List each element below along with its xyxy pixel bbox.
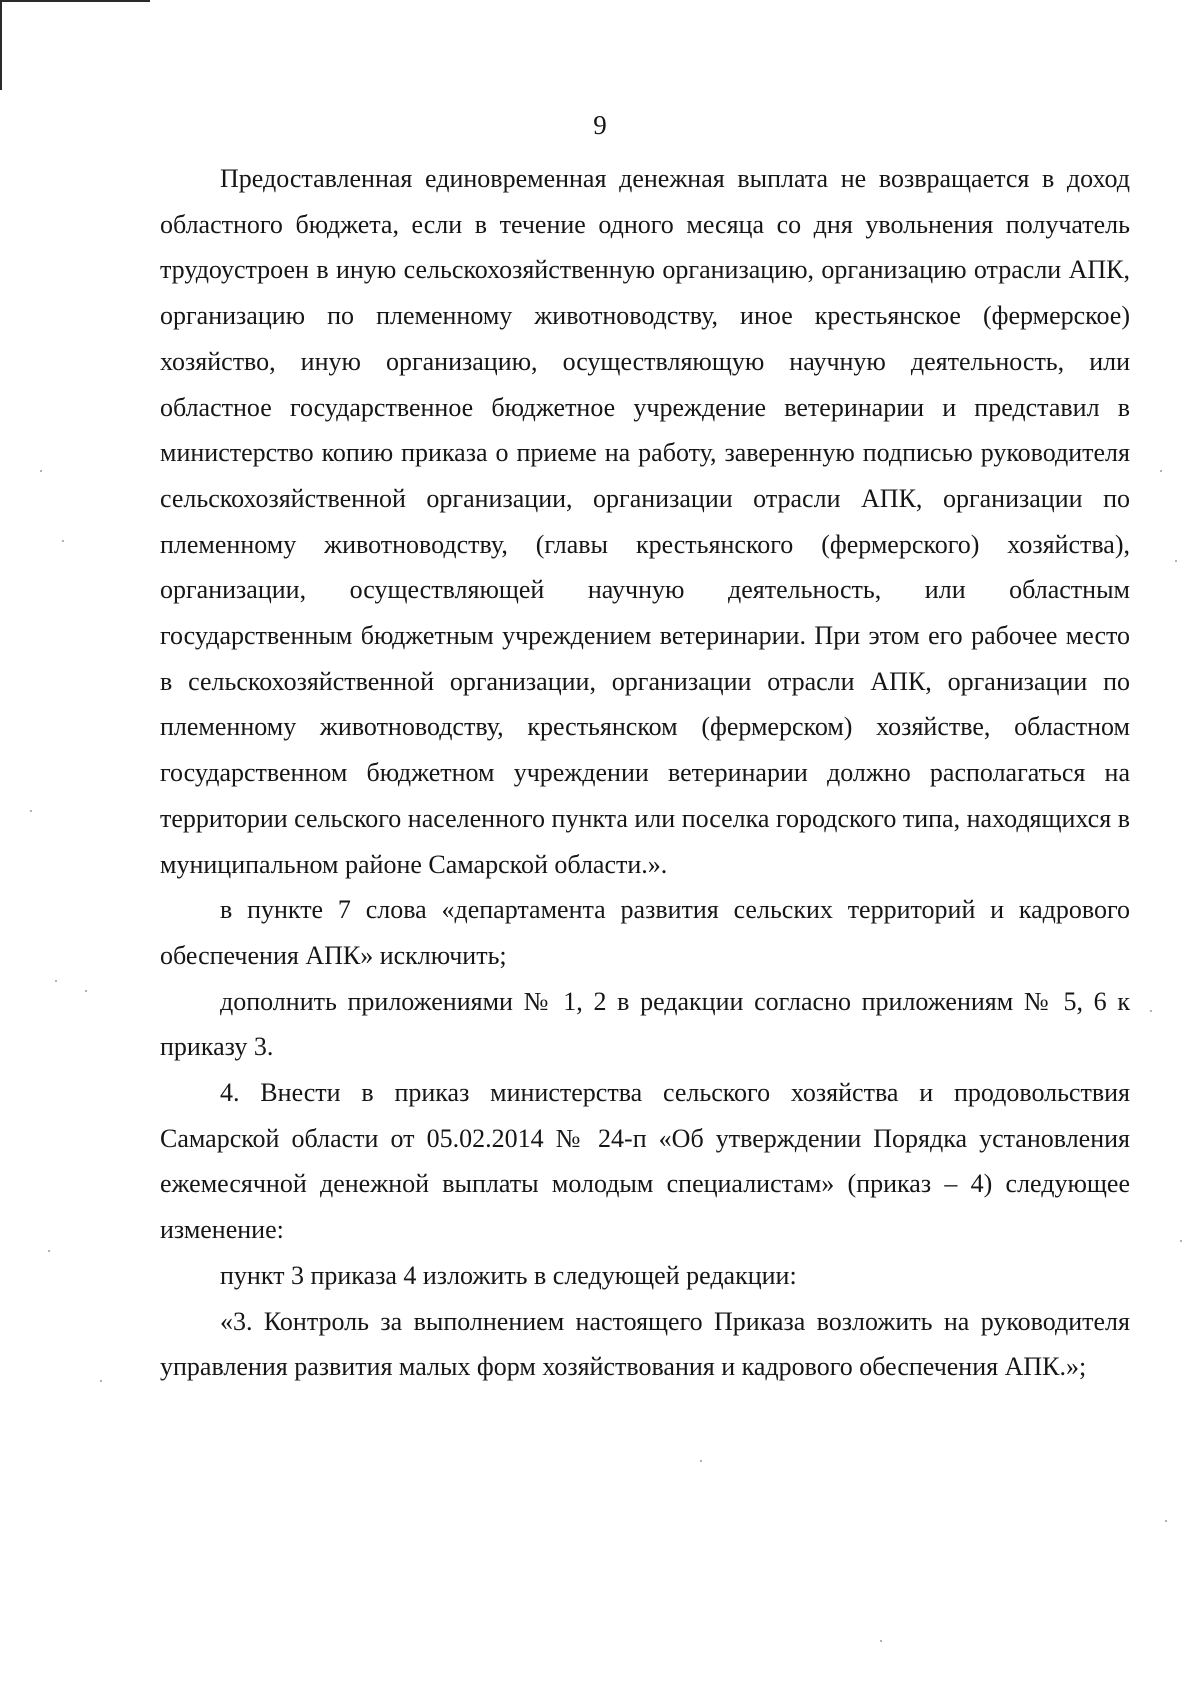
scan-speck	[48, 1250, 50, 1252]
scan-speck	[700, 1460, 702, 1462]
paragraph-point-7: в пункте 7 слова «департамента развития сельских территорий и кадрового обеспечения АПК» исключить;	[160, 895, 1130, 970]
scan-speck	[62, 540, 64, 542]
paragraph-refund-conditions: Предоставленная единовременная денежная выплата не возвращается в доход областного бюджета, если в течение одного месяца со дня увольнения получатель трудоустроен в иную сельскохозяйственную организацию, организацию отрасли АПК, организацию по племенному животноводству, иное крестьянское (фермерское) хозяйство, иную организацию, осуществляющую научную деятельность, или областное государственное бюджетное учреждение ветеринарии и представил в министерство копию приказа о приеме на работу, заверенную подписью руководителя сельскохозяйственной организации, организации отрасли АПК, организации по племенному животноводству, (главы крестьянского (фермерского) хозяйства), организации, осуществляющей научную деятельность, или областным государственным бюджетным учреждением ветеринарии. При этом его рабочее место в сельскохозяйственной организации, организации отрасли АПК, организации по племенному животноводству, крестьянском (фермерском) хозяйстве, областном государственном бюджетном учреждении ветеринарии должно располагаться на территории сельского населенного пункта или поселка городского типа, находящихся в муниципальном районе Самарской области.».	[160, 164, 1130, 879]
paragraph-appendices: дополнить приложениями № 1, 2 в редакции согласно приложениям № 5, 6 к приказу 3.	[160, 986, 1130, 1062]
scan-speck	[1165, 1520, 1167, 1522]
scan-speck	[40, 470, 42, 472]
scan-edge-left	[0, 0, 2, 90]
scan-edge-top	[0, 0, 150, 2]
scan-speck	[1160, 470, 1162, 472]
scan-speck	[85, 990, 87, 992]
scan-speck	[1175, 560, 1177, 562]
scan-speck	[880, 1640, 882, 1642]
scan-speck	[55, 980, 57, 982]
document-body	[160, 156, 1130, 1390]
paragraph-order-4: 4. Внести в приказ министерства сельского хозяйства и продовольствия Самарской области от 05.02.2014 № 24-п «Об утверждении Порядка установления ежемесячной денежной выплаты молодым специалистам» (приказ – 4) следующее изменение:	[160, 1078, 1130, 1245]
paragraph-point-3-text: «3. Контроль за выполнением настоящего Приказа возложить на руководителя управления развития малых форм хозяйствования и кадрового обеспечения АПК.»;	[160, 1306, 1130, 1382]
scan-speck	[1180, 1240, 1182, 1242]
page-number: 9	[593, 110, 607, 140]
scan-speck	[30, 810, 32, 812]
scan-speck	[1150, 1010, 1152, 1012]
paragraph-point-3-intro: пункт 3 приказа 4 изложить в следующей редакции:	[220, 1260, 797, 1290]
scan-speck	[100, 1380, 102, 1382]
